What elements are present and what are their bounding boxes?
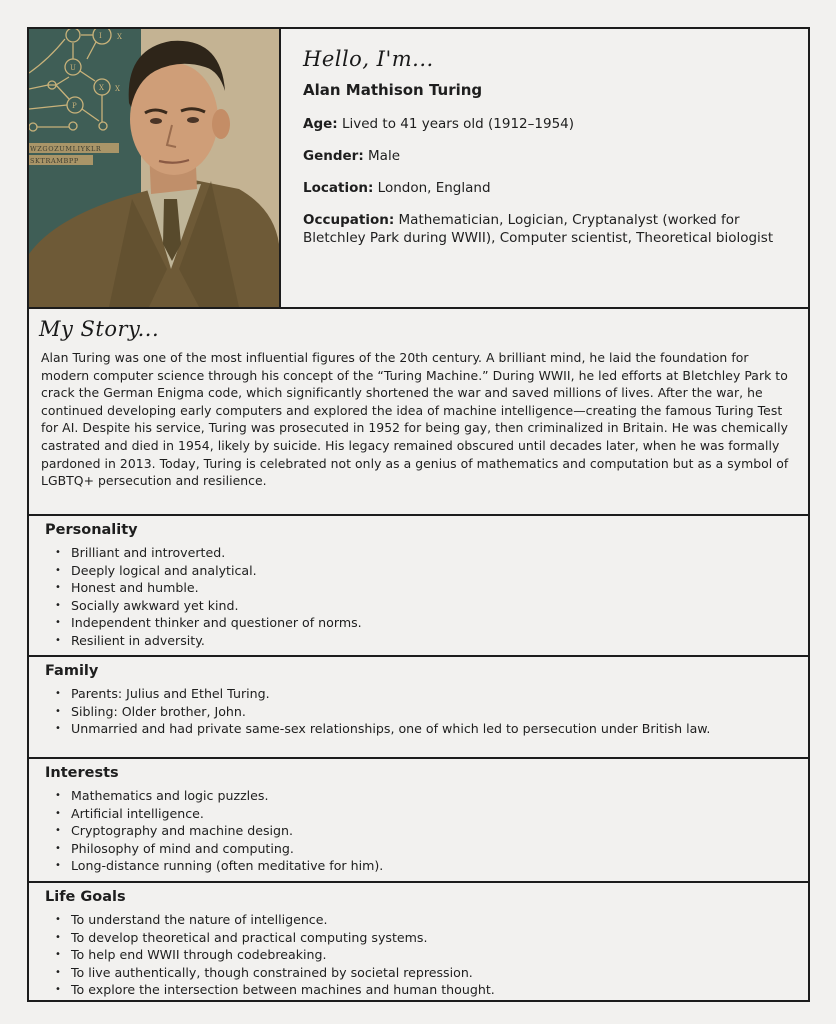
greeting: Hello, I'm... — [303, 47, 434, 71]
full-name: Alan Mathison Turing — [303, 81, 483, 99]
intro-block — [303, 47, 793, 261]
section-title: Interests — [45, 765, 119, 781]
field-label: Location: — [303, 180, 374, 196]
node-label: U — [70, 64, 76, 72]
list-item: • Independent thinker and questioner of norms. — [45, 614, 785, 632]
bullet-list — [45, 911, 785, 999]
list-item: • To develop theoretical and practical computing systems. — [45, 929, 785, 947]
portrait-photo — [29, 29, 281, 307]
list-item: • Socially awkward yet kind. — [45, 597, 785, 615]
list-item: • Mathematics and logic puzzles. — [45, 787, 785, 805]
list-item: • Unmarried and had private same-sex relationships, one of which led to persecution under British law. — [45, 720, 771, 738]
list-item: • To explore the intersection between machines and human thought. — [45, 981, 785, 999]
list-item: • Cryptography and machine design. — [45, 822, 785, 840]
section-title: Personality — [45, 522, 138, 538]
field-value: Lived to 41 years old (1912–1954) — [341, 116, 575, 132]
profile-card — [27, 27, 810, 1002]
field-age — [303, 115, 793, 133]
list-item: • Sibling: Older brother, John. — [45, 703, 785, 721]
section-family — [29, 657, 808, 759]
field-value: London, England — [377, 180, 491, 196]
list-item: • Philosophy of mind and computing. — [45, 840, 785, 858]
node-label: X — [115, 85, 120, 93]
story-text: Alan Turing was one of the most influential figures of the 20th century. A brilliant mind, he laid the foundation for modern computer science through his concept of the “Turing Machine.” During WWII, he led efforts at Bletchley Park to crack the German Enigma code, which significantly shortened the war and saved millions of lives. After the war, he continued developing early computers and explored the idea of machine intelligence—creating the famous Turing Test for AI. Despite his service, Turing was prosecuted in 1952 for being gay, then criminalized in Britain. He was chemically castrated and died in 1954, likely by suicide. His legacy remained obscured until decades later, when he was formally pardoned in 2013. Today, Turing is celebrated not only as a genius of mathematics and computation but as a symbol of LGBTQ+ persecution and resilience. — [41, 350, 789, 489]
field-gender — [303, 147, 793, 165]
section-title: Life Goals — [45, 889, 126, 905]
list-item: • Brilliant and introverted. — [45, 544, 785, 562]
node-label: X — [117, 33, 122, 41]
section-interests — [29, 759, 808, 883]
list-item: • Long-distance running (often meditative for him). — [45, 857, 785, 875]
list-item: • Parents: Julius and Ethel Turing. — [45, 685, 785, 703]
list-item: • Artificial intelligence. — [45, 805, 785, 823]
profile-header — [29, 29, 808, 309]
code-line: WZGOZUMLIYKLR — [30, 145, 102, 153]
field-value: Mathematician, Logician, Cryptanalyst (worked for Bletchley Park during WWII), Computer scientist, Theoretical biologist — [303, 212, 774, 246]
list-item: • To understand the nature of intelligence. — [45, 911, 785, 929]
field-label: Age: — [303, 116, 338, 132]
story-title: My Story... — [39, 317, 160, 341]
section-personality — [29, 516, 808, 657]
bullet-list — [45, 787, 785, 875]
list-item: • To help end WWII through codebreaking. — [45, 946, 785, 964]
portrait-illustration — [29, 29, 279, 307]
list-item: • To live authentically, though constrained by societal repression. — [45, 964, 785, 982]
field-label: Occupation: — [303, 212, 395, 228]
story-section — [29, 309, 808, 516]
code-line: SKTRAMBPP — [30, 157, 79, 165]
node-label: I — [99, 32, 102, 40]
bullet-list — [45, 685, 785, 738]
node-label: P — [72, 102, 77, 110]
ear — [212, 109, 230, 139]
bullet-list — [45, 544, 785, 649]
section-title: Family — [45, 663, 99, 679]
list-item: • Deeply logical and analytical. — [45, 562, 785, 580]
field-label: Gender: — [303, 148, 364, 164]
field-occupation — [303, 211, 793, 247]
field-location — [303, 179, 793, 197]
field-value: Male — [368, 148, 401, 164]
list-item: • Honest and humble. — [45, 579, 785, 597]
node-label: X — [99, 84, 104, 92]
list-item: • Resilient in adversity. — [45, 632, 785, 650]
section-life-goals — [29, 883, 808, 1000]
